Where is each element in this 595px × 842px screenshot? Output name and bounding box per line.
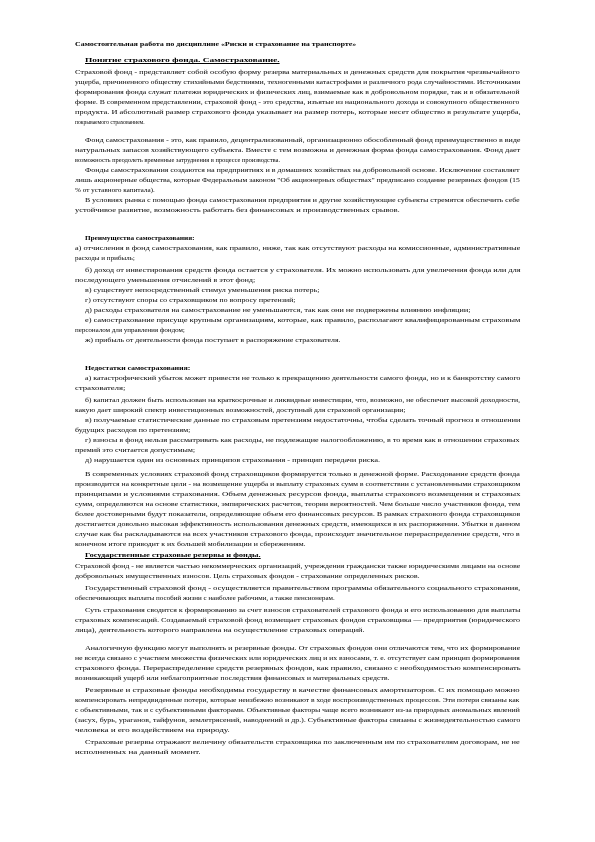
- text-line: Самостоятельная работа по дисциплине «Риски и страхование на транспорте»: [75, 42, 357, 48]
- text-line: д) расходы страхователя на самострахование не уменьшаются, так как они не подвержены влиянию инфляции;: [85, 308, 471, 314]
- text-line: лишь акционерные общества, которые Федеральным законом "Об акционерных обществах" предписано создание резервных фондов (15: [75, 178, 520, 184]
- text-line: д) нарушается один из основных принципов страхования - принцип передачи риска.: [85, 458, 381, 464]
- text-line: какую дает широкий спектр инвестиционных возможностей, доступный для страховой организации;: [75, 408, 406, 414]
- text-line: а) отчисления в фонд самострахования, как правило, ниже, так как отсутствуют расходы на комиссионные, административные: [75, 246, 521, 252]
- text-line: возможность преодолеть временные затруднения в процессе производства.: [75, 158, 281, 164]
- text-line: Фонд самострахования - это, как правило, децентрализованный, организационно обособленный фонд преимущественно в виде: [85, 138, 521, 144]
- text-line: не всегда связано с участием множества физических или юридических лиц и их взносами, т. е. отсутствует сам принцип формирования: [75, 656, 520, 662]
- text-line: исполненных на данный момент.: [75, 750, 201, 756]
- text-line: Суть страхования сводится к формированию за счет взносов страхователей страхового фонда и его использованию для выплаты: [85, 608, 521, 614]
- text-line: покрываемого страхованием.: [75, 120, 145, 126]
- text-line: более достоверными будут показатели, определяющие объем его финансовых ресурсов. В рамках страхового фонда страховщиков: [75, 512, 521, 518]
- text-line: человека и его воздействием на природу.: [75, 728, 230, 734]
- text-line: возникающий ущерб или неблагоприятные последствия финансовых и материальных средств.: [75, 676, 390, 682]
- text-line: В условиях рынка с помощью фонда самострахования предприятия и другие хозяйствующие субъекты стремятся обеспечить себе: [85, 198, 520, 204]
- text-line: формирования фонда служат платежи юридических и физических лиц, взимаемые как в добровольном порядке, так и в обязательной: [75, 90, 520, 96]
- text-line: устойчивое развитие, возможность работать без финансовых и производственных срывов.: [75, 208, 400, 214]
- text-line: расходы и прибыль;: [75, 256, 135, 262]
- text-line: ж) прибыль от деятельности фонда поступает в распоряжение страхователя.: [85, 338, 341, 344]
- text-line: достигается довольно высокая эффективность использования денежных средств, имеющихся в их распоряжении. Убытки в данном: [75, 522, 521, 528]
- text-line: страховых компенсаций. Создаваемый страховой фонд возмещает страховых фондов страховщика — предприятия (юридического: [75, 618, 521, 624]
- text-line: е) самострахование присуще крупным организациям, которые, как правило, располагают квалифицированным страховым: [85, 318, 521, 324]
- text-line: % от уставного капитала).: [75, 188, 155, 194]
- text-line: персоналом для управления фондом;: [75, 328, 185, 334]
- text-line: с объективными, так и с субъективными факторами. Объективные факторы чаще всего возникают из-за природных аномальных явлений: [75, 708, 520, 714]
- text-line: Преимущества самострахования:: [85, 236, 195, 242]
- text-line: компенсировать непредвиденные потери, которые неизбежно возникают в ходе воспроизводственных процессов. Эти потери связаны как: [75, 698, 520, 704]
- text-line: б) доход от инвестирования средств фонда остается у страхователя. Их можно использовать для увеличения фонда или для: [85, 268, 521, 274]
- text-line: натуральных запасов хозяйствующего субъекта. Вместе с тем возможна и денежная форма фонда самострахования. Фонд дает: [75, 148, 521, 154]
- text-line: случае как бы раскладываются на всех участников страхового фонда, происходит значительное перераспределение средств, что в: [75, 532, 520, 538]
- text-line: страхователя;: [75, 386, 126, 392]
- text-line: в) получаемые статистические данные по страховым претензиям недостаточны, чтобы сделать точный прогноз в отношении: [85, 418, 521, 424]
- text-line: Понятие страхового фонда. Самострахование.: [85, 58, 280, 64]
- text-line: Страховые резервы отражают величину обязательств страховщика по заключенным им по страхователям договорам, не не: [85, 740, 520, 746]
- text-line: обеспечивающих выплаты пособий жизни с наиболее рабочими, а также пенсионерам.: [75, 596, 335, 602]
- text-line: в) существует непосредственный стимул уменьшения риска потерь;: [85, 288, 320, 294]
- text-line: премий это считается допустимым;: [75, 448, 196, 454]
- text-line: Недостатки самострахования:: [85, 366, 191, 372]
- text-line: продукта. И абсолютный размер страхового фонда указывает на размер потерь, которые несет общество в результате ущерба,: [75, 110, 521, 116]
- text-line: Страховой фонд - представляет собой особую форму резерва материальных и денежных средств для покрытия чрезвычайного: [75, 70, 520, 76]
- text-line: Аналогичную функцию могут выполнять и резервные фонды. От страховых фондов они отличаются тем, что их формирование: [85, 646, 521, 652]
- text-line: Резервные и страховые фонды необходимы государству в качестве финансовых амортизаторов. С их помощью можно: [85, 688, 520, 694]
- text-line: сумм, определяются на основе статистики, эмпирических расчетов, теории вероятностей. Чем больше число участников фонда, тем: [75, 502, 521, 508]
- text-line: Фонды самострахования создаются на предприятиях и в домашних хозяйствах на добровольной основе. Исключение составляет: [85, 168, 520, 174]
- text-line: Страховой фонд - не является частью некоммерческих организаций, учреждения граждански также юридическими лицами на основе: [75, 564, 521, 570]
- text-line: г) отсутствуют споры со страховщиком по вопросу претензий;: [85, 298, 296, 304]
- text-line: будущих расходов по претензиям;: [75, 428, 191, 434]
- text-line: принципами и условиями страхования. Объем денежных ресурсов фонда, выплаты страхового возмещения и страховых: [75, 492, 521, 498]
- text-line: лица), деятельность которого направлена на осуществление страховых операций.: [75, 628, 365, 634]
- text-line: конечном итоге приводит к их большей мобилизации и сбережениям.: [75, 542, 306, 548]
- text-line: Государственные страховые резервы и фонды.: [85, 553, 261, 559]
- text-line: г) взносы в фонд нельзя рассматривать как расходы, не подлежащие налогообложению, в то время как в отношении страховых: [85, 438, 520, 444]
- text-line: форме. В современном представлении, страховой фонд - это средства, изъятые из национального дохода и совокупного общественного: [75, 100, 520, 106]
- text-line: В современных условиях страховой фонд страховщиков формируется только в денежной форме. Расходование средств фонда: [85, 472, 520, 478]
- text-line: ущерба, причиненного обществу стихийными бедствиями, техногенными катастрофами и различного рода случайностями. Источниками: [75, 80, 521, 86]
- text-line: последующего уменьшения отчислений в этот фонд;: [75, 278, 256, 284]
- text-line: (засух, бурь, ураганов, тайфунов, землетрясений, наводнений и др.). Субъективные факторы связаны с жизнедеятельностью самого: [75, 718, 521, 724]
- text-line: страхового фонда. Перераспределение средств резервных фондов, как правило, связано с необходимостью компенсировать: [75, 666, 521, 672]
- text-line: б) капитал должен быть использован на краткосрочные и ликвидные инвестиции, что, возможно, не обеспечит высокой доходности,: [85, 398, 521, 404]
- text-line: Государственный страховой фонд - осуществляется правительством программы обязательного социального страхования,: [85, 586, 521, 592]
- text-line: а) катастрофический убыток может привести не только к прекращению деятельности самого фонда, но и к банкротству самого: [85, 376, 521, 382]
- text-line: добровольных имущественных взносов. Цель страховых фондов - страхование определенных рисков.: [75, 574, 420, 580]
- text-line: производится на конкретные цели - на возмещение ущерба и выплату страховых сумм в соответствии с установленными страховщиком: [75, 482, 521, 488]
